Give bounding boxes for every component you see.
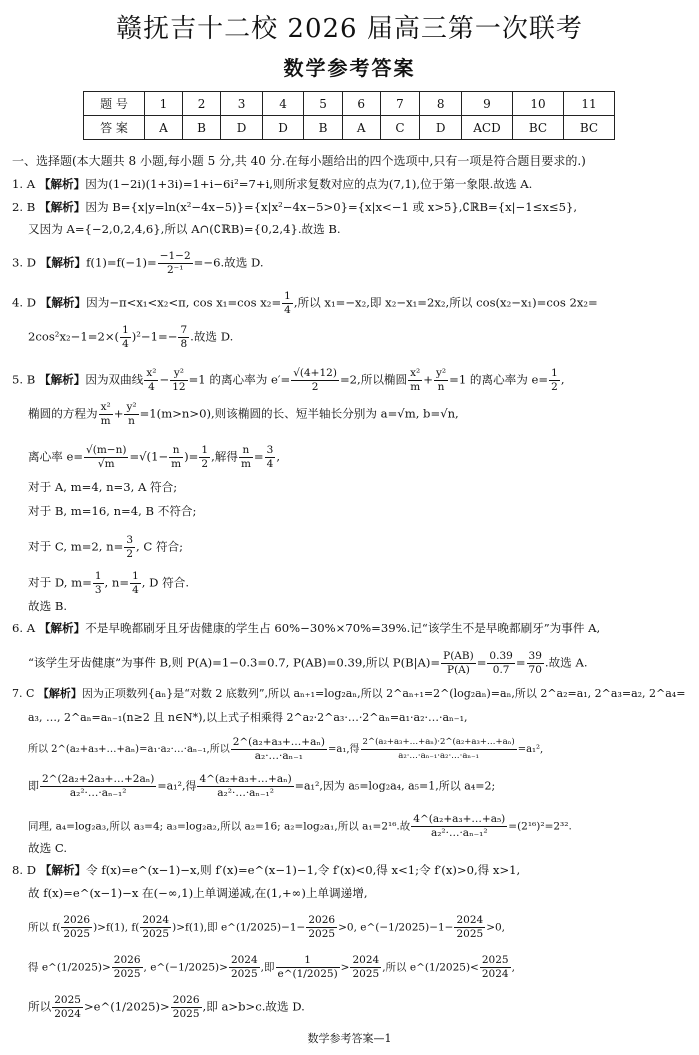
fraction (229, 954, 260, 981)
numerator: 4^(a₂+a₃+…+aₙ) (199, 773, 292, 785)
table-cell: B (182, 116, 220, 140)
table-cell: 9 (462, 92, 513, 116)
numerator: x² (410, 367, 421, 379)
text: ,解得 (211, 449, 238, 464)
fraction (408, 367, 422, 394)
fraction (276, 954, 340, 981)
table-cell: 1 (145, 92, 183, 116)
text-line (28, 736, 543, 763)
denominator: 2025 (63, 928, 91, 940)
numerator: 1 (94, 570, 102, 582)
table-cell: BC (513, 116, 564, 140)
fraction (411, 813, 507, 840)
text: , (276, 449, 281, 464)
numerator: 3 (266, 444, 274, 456)
text: = (253, 449, 264, 464)
question-number: 3. D (12, 255, 37, 270)
text: .故选 A. (544, 655, 588, 670)
table-cell: BC (564, 116, 615, 140)
text: )>f(1),即 e^(1/2025)−1− (172, 921, 306, 934)
text: 因为双曲线 (85, 372, 144, 387)
question-number: 1. A (12, 177, 36, 191)
analysis-tag: 【解析】 (39, 295, 87, 310)
table-cell: 7 (380, 92, 420, 116)
denominator: a₂·…·aₙ₋₁ (254, 750, 303, 762)
question-8 (12, 862, 520, 878)
text: =2,所以椭圆 (339, 372, 408, 387)
table-row (84, 92, 615, 116)
text: >0, e^(−1/2025)−1− (338, 921, 454, 934)
text: > (340, 961, 350, 974)
analysis-tag: 【解析】 (38, 621, 86, 635)
question-1 (12, 176, 532, 192)
fraction (170, 367, 187, 394)
text-line: a₃, …, 2^aₙ=aₙ₋₁(n≥2 且 n∈N*),以上式子相乘得 2^a₂·2^a₃·…·2^aₙ=a₁·a₂·…·aₙ₋₁, (28, 711, 468, 724)
text: = (476, 655, 487, 670)
numerator: x² (100, 401, 111, 413)
table-cell: C (380, 116, 420, 140)
table-cell: A (145, 116, 183, 140)
fraction (40, 773, 156, 800)
row-label: 题 号 (84, 92, 145, 116)
question-5 (12, 367, 565, 394)
numerator: 2025 (481, 954, 509, 966)
numerator: y² (170, 367, 187, 381)
numerator: 0.39 (489, 650, 513, 662)
question-number: 2. B (12, 200, 36, 214)
table-cell: 2 (182, 92, 220, 116)
text: 得 e^(1/2025)> (28, 961, 111, 974)
question-number: 5. B (12, 372, 36, 387)
numerator: 4^(a₂+a₃+…+a₅) (413, 813, 506, 825)
text-line (28, 954, 515, 981)
denominator: 3 (94, 584, 102, 596)
numerator: 2024 (230, 954, 258, 966)
numerator: 3 (126, 534, 134, 546)
fraction (52, 994, 83, 1021)
text: 即 (28, 779, 39, 793)
numerator: −1−2 (159, 250, 191, 262)
numerator: 2026 (172, 994, 200, 1006)
denominator: 2 (126, 548, 134, 560)
numerator: 2^(a₂+a₃+…+aₙ)·2^(a₂+a₃+…+aₙ) (361, 736, 517, 750)
text: , n= (104, 575, 130, 590)
analysis-tag: 【解析】 (39, 863, 87, 877)
table-cell: D (420, 116, 462, 140)
text: 因为(1−2i)(1+3i)=1+i−6i²=7+i,则所求复数对应的点为(7,1),位于第一象限.故选 A. (85, 177, 533, 191)
text: )= (184, 449, 199, 464)
denominator: P(A) (447, 664, 470, 676)
numerator: 7 (180, 324, 188, 336)
text-line (28, 444, 280, 471)
table-cell: 5 (304, 92, 342, 116)
text: , C 符合; (136, 539, 184, 554)
denominator: 2 (201, 458, 209, 470)
fraction (197, 773, 293, 800)
text: 对于 C, m=2, n= (28, 539, 124, 554)
fraction (527, 650, 544, 677)
denominator: 8 (180, 338, 188, 350)
text-line (28, 914, 505, 941)
numerator: 1 (201, 444, 209, 456)
denominator: 2024 (481, 968, 509, 980)
fraction (291, 367, 339, 394)
text: )²−1=− (131, 329, 178, 344)
text: + (113, 406, 124, 421)
fraction (350, 954, 381, 981)
fraction (549, 367, 560, 394)
fraction (265, 444, 276, 471)
text: .故选 D. (190, 329, 234, 344)
table-cell: 4 (262, 92, 304, 116)
fraction (124, 534, 135, 561)
numerator: √(4+12) (293, 367, 337, 379)
text: = (515, 655, 526, 670)
fraction (239, 444, 253, 471)
text: >e^(1/2025)> (83, 999, 170, 1014)
text: 2cos²x₂−1=2×( (28, 329, 120, 344)
numerator: x² (146, 367, 157, 379)
text: 所以 2^(a₂+a₃+…+aₙ)=a₁·a₂·…·aₙ₋₁,所以 (28, 744, 230, 755)
text-line (28, 324, 233, 351)
text: =a₁²,得 (157, 779, 197, 793)
table-cell: 3 (221, 92, 263, 116)
text-line: 又因为 A={−2,0,2,4,6},所以 A∩(∁ℝB)={0,2,4}.故选 B. (28, 222, 341, 236)
numerator: 39 (528, 650, 542, 662)
analysis-tag: 【解析】 (37, 687, 82, 700)
numerator: 2024 (142, 914, 170, 926)
fraction (231, 736, 327, 763)
fraction (120, 324, 131, 351)
denominator: 2 (311, 381, 319, 393)
numerator: 1 (132, 570, 139, 582)
question-3 (12, 250, 264, 277)
table-cell: D (262, 116, 304, 140)
question-number: 7. C (12, 687, 35, 700)
numerator: 2026 (113, 954, 141, 966)
question-number: 8. D (12, 863, 37, 877)
text: − (159, 372, 170, 387)
denominator: 4 (122, 338, 129, 350)
text: , (560, 372, 565, 387)
text: 因为−π<x₁<x₂<π, cos x₁=cos x₂= (86, 295, 282, 310)
text: 因为 B={x|y=ln(x²−4x−5)}={x|x²−4x−5>0}={x|x<−1 或 x>5},∁ℝB={x|−1≤x≤5}, (85, 200, 578, 214)
analysis-tag: 【解析】 (38, 200, 86, 214)
numerator: 2024 (456, 914, 484, 926)
text: 不是早晚都刷牙且牙齿健康的学生占 60%−30%×70%=39%.记“该学生不是早晚都刷牙”为事件 A, (85, 621, 601, 635)
text: 所以 (28, 999, 52, 1014)
table-cell: 8 (420, 92, 462, 116)
numerator: P(AB) (443, 650, 474, 662)
fraction (93, 570, 104, 597)
text: + (423, 372, 433, 387)
denominator: 2025 (142, 928, 170, 940)
denominator: a₂²·…·aₙ₋₁² (217, 787, 274, 799)
denominator: 4 (284, 304, 291, 316)
text: 令 f(x)=e^(x−1)−x,则 f′(x)=e^(x−1)−1,令 f′(x)<0,得 x<1;令 f′(x)>0,得 x>1, (86, 863, 521, 877)
denominator: 4 (132, 584, 139, 596)
numerator: 2^(a₂+a₃+…+aₙ) (232, 736, 326, 748)
text: 离心率 e= (28, 449, 84, 464)
question-2 (12, 199, 577, 215)
numerator: 1 (551, 367, 558, 379)
denominator: a₂²·…·aₙ₋₁² (69, 787, 127, 799)
denominator: √m (97, 458, 115, 470)
text: =a₁², (517, 744, 544, 755)
table-row (84, 116, 615, 140)
fraction (140, 914, 171, 941)
text: =1(m>n>0),则该椭圆的长、短半轴长分别为 a=√m, b=√n, (139, 406, 459, 421)
fraction (112, 954, 143, 981)
text: ,所以 x₁=−x₂,即 x₂−x₁=2x₂,所以 cos(x₂−x₁)=cos 2x₂= (293, 295, 598, 310)
text: 因为正项数列{aₙ}是“对数 2 底数列”,所以 aₙ₊₁=log₂aₙ,所以 2^aₙ₊₁=2^(log₂aₙ)=aₙ,所以 2^a₂=a₁, 2^a₃=a₂, 2^a₄= (81, 687, 686, 700)
denominator: 2024 (54, 1008, 81, 1020)
fraction (171, 994, 202, 1021)
text: =a₁,得 (328, 744, 360, 755)
page-title: 赣抚吉十二校 2026 届高三第一次联考 (116, 14, 583, 44)
denominator: 0.7 (492, 664, 510, 676)
text-line (28, 994, 305, 1021)
question-number: 6. A (12, 621, 36, 635)
text-line: 故 f(x)=e^(x−1)−x 在(−∞,1)上单调递减,在(1,+∞)上单调递增, (28, 886, 368, 900)
denominator: m (410, 381, 421, 393)
denominator: 70 (528, 664, 542, 676)
table-cell: 10 (513, 92, 564, 116)
table-cell: 11 (564, 92, 615, 116)
text: “该学生牙齿健康”为事件 B,则 P(A)=1−0.3=0.7, P(AB)=0.39,所以 P(B|A)= (28, 655, 441, 670)
denominator: m (171, 458, 182, 470)
denominator: 2025 (456, 928, 484, 940)
text: 椭圆的方程为 (28, 406, 98, 421)
fraction (454, 914, 485, 941)
text-line (28, 534, 183, 561)
text: f(1)=f(−1)= (86, 255, 157, 270)
text: =1 的离心率为 e= (449, 372, 549, 387)
fraction (130, 570, 141, 597)
text-line: 对于 B, m=16, n=4, B 不符合; (28, 504, 197, 518)
numerator: 2026 (308, 914, 336, 926)
fraction (158, 250, 193, 277)
fraction (124, 401, 138, 428)
text: , D 符合. (141, 575, 190, 590)
fraction (169, 444, 183, 471)
text: 同理, a₄=log₂a₃,所以 a₃=4; a₃=log₂a₂,所以 a₂=16; a₂=log₂a₁,所以 a₁=2¹⁶.故 (28, 820, 411, 833)
text: ,即 (260, 961, 275, 974)
denominator: 4 (266, 458, 274, 470)
fraction (84, 444, 128, 471)
analysis-tag: 【解析】 (39, 255, 87, 270)
numerator: 2026 (63, 914, 91, 926)
text-line (28, 570, 189, 597)
denominator: 2025 (172, 1008, 200, 1020)
text: , e^(−1/2025)> (143, 961, 228, 974)
text-line: 故选 C. (28, 841, 68, 855)
table-cell: D (221, 116, 263, 140)
numerator: n (239, 444, 253, 458)
text: =−6.故选 D. (193, 255, 264, 270)
numerator: 2^(2a₂+2a₃+…+2aₙ) (42, 773, 155, 785)
page-subtitle: 数学参考答案 (283, 56, 416, 80)
question-6 (12, 620, 600, 636)
text: )>f(1), f( (93, 921, 140, 934)
section-heading: 一、选择题(本大题共 8 小题,每小题 5 分,共 40 分.在每小题给出的四个选项中,只有一项是符合题目要求的.) (12, 154, 586, 168)
fraction (434, 367, 448, 394)
row-label: 答 案 (84, 116, 145, 140)
fraction (144, 367, 158, 394)
text: ,即 a>b>c.故选 D. (202, 999, 305, 1014)
question-number: 4. D (12, 295, 37, 310)
numerator: y² (435, 367, 447, 379)
table-cell: 6 (342, 92, 380, 116)
page-footer: 数学参考答案—1 (307, 1032, 392, 1045)
answer-table (83, 91, 615, 140)
numerator: 2025 (54, 994, 81, 1006)
fraction (282, 290, 293, 317)
fraction (480, 954, 511, 981)
text: =1 的离心率为 e′= (188, 372, 291, 387)
text: >0, (486, 921, 506, 934)
denominator: n (128, 415, 135, 427)
denominator: 2025 (230, 968, 258, 980)
text-line: 故选 B. (28, 599, 68, 613)
denominator: 2⁻¹ (166, 264, 184, 276)
denominator: a₂²·…·aₙ₋₁² (430, 827, 488, 839)
fraction (199, 444, 210, 471)
denominator: a₂·…·aₙ₋₁·a₂·…·aₙ₋₁ (398, 751, 479, 761)
denominator: e^(1/2025) (277, 968, 338, 980)
text: =√(1− (129, 449, 169, 464)
fraction (361, 736, 517, 763)
text: =a₁²,因为 a₅=log₂a₄, a₅=1,所以 a₄=2; (294, 779, 496, 793)
denominator: m (100, 415, 111, 427)
denominator: 2025 (308, 928, 336, 940)
numerator: 1 (284, 290, 291, 302)
denominator: 4 (148, 381, 155, 393)
fraction (61, 914, 92, 941)
numerator: 2024 (352, 954, 380, 966)
denominator: m (240, 458, 251, 470)
text: 对于 D, m= (28, 575, 92, 590)
text-line (28, 401, 459, 428)
numerator: √(m−n) (86, 444, 127, 456)
fraction (441, 650, 476, 677)
text-line (28, 650, 588, 677)
text: ,所以 e^(1/2025)< (382, 961, 479, 974)
fraction (487, 650, 514, 677)
numerator: 1 (276, 954, 340, 968)
denominator: 2025 (113, 968, 141, 980)
table-cell: A (342, 116, 380, 140)
numerator: 1 (122, 324, 129, 336)
analysis-tag: 【解析】 (38, 372, 86, 387)
fraction (306, 914, 337, 941)
question-4 (12, 290, 598, 317)
fraction (178, 324, 189, 351)
denominator: 2 (551, 381, 558, 393)
denominator: 12 (172, 381, 186, 393)
question-7 (12, 686, 685, 702)
numerator: y² (126, 401, 137, 413)
text-line (28, 773, 495, 800)
text-line (28, 813, 572, 840)
fraction (99, 401, 113, 428)
text-line: 对于 A, m=4, n=3, A 符合; (28, 480, 178, 494)
table-cell: B (304, 116, 342, 140)
text: , (511, 961, 515, 974)
denominator: n (437, 381, 445, 393)
denominator: 2025 (352, 968, 380, 980)
text: =(2¹⁶)²=2³². (508, 820, 572, 833)
analysis-tag: 【解析】 (38, 177, 86, 191)
table-cell: ACD (462, 116, 513, 140)
numerator: n (169, 444, 183, 458)
text: 所以 f( (28, 921, 61, 934)
